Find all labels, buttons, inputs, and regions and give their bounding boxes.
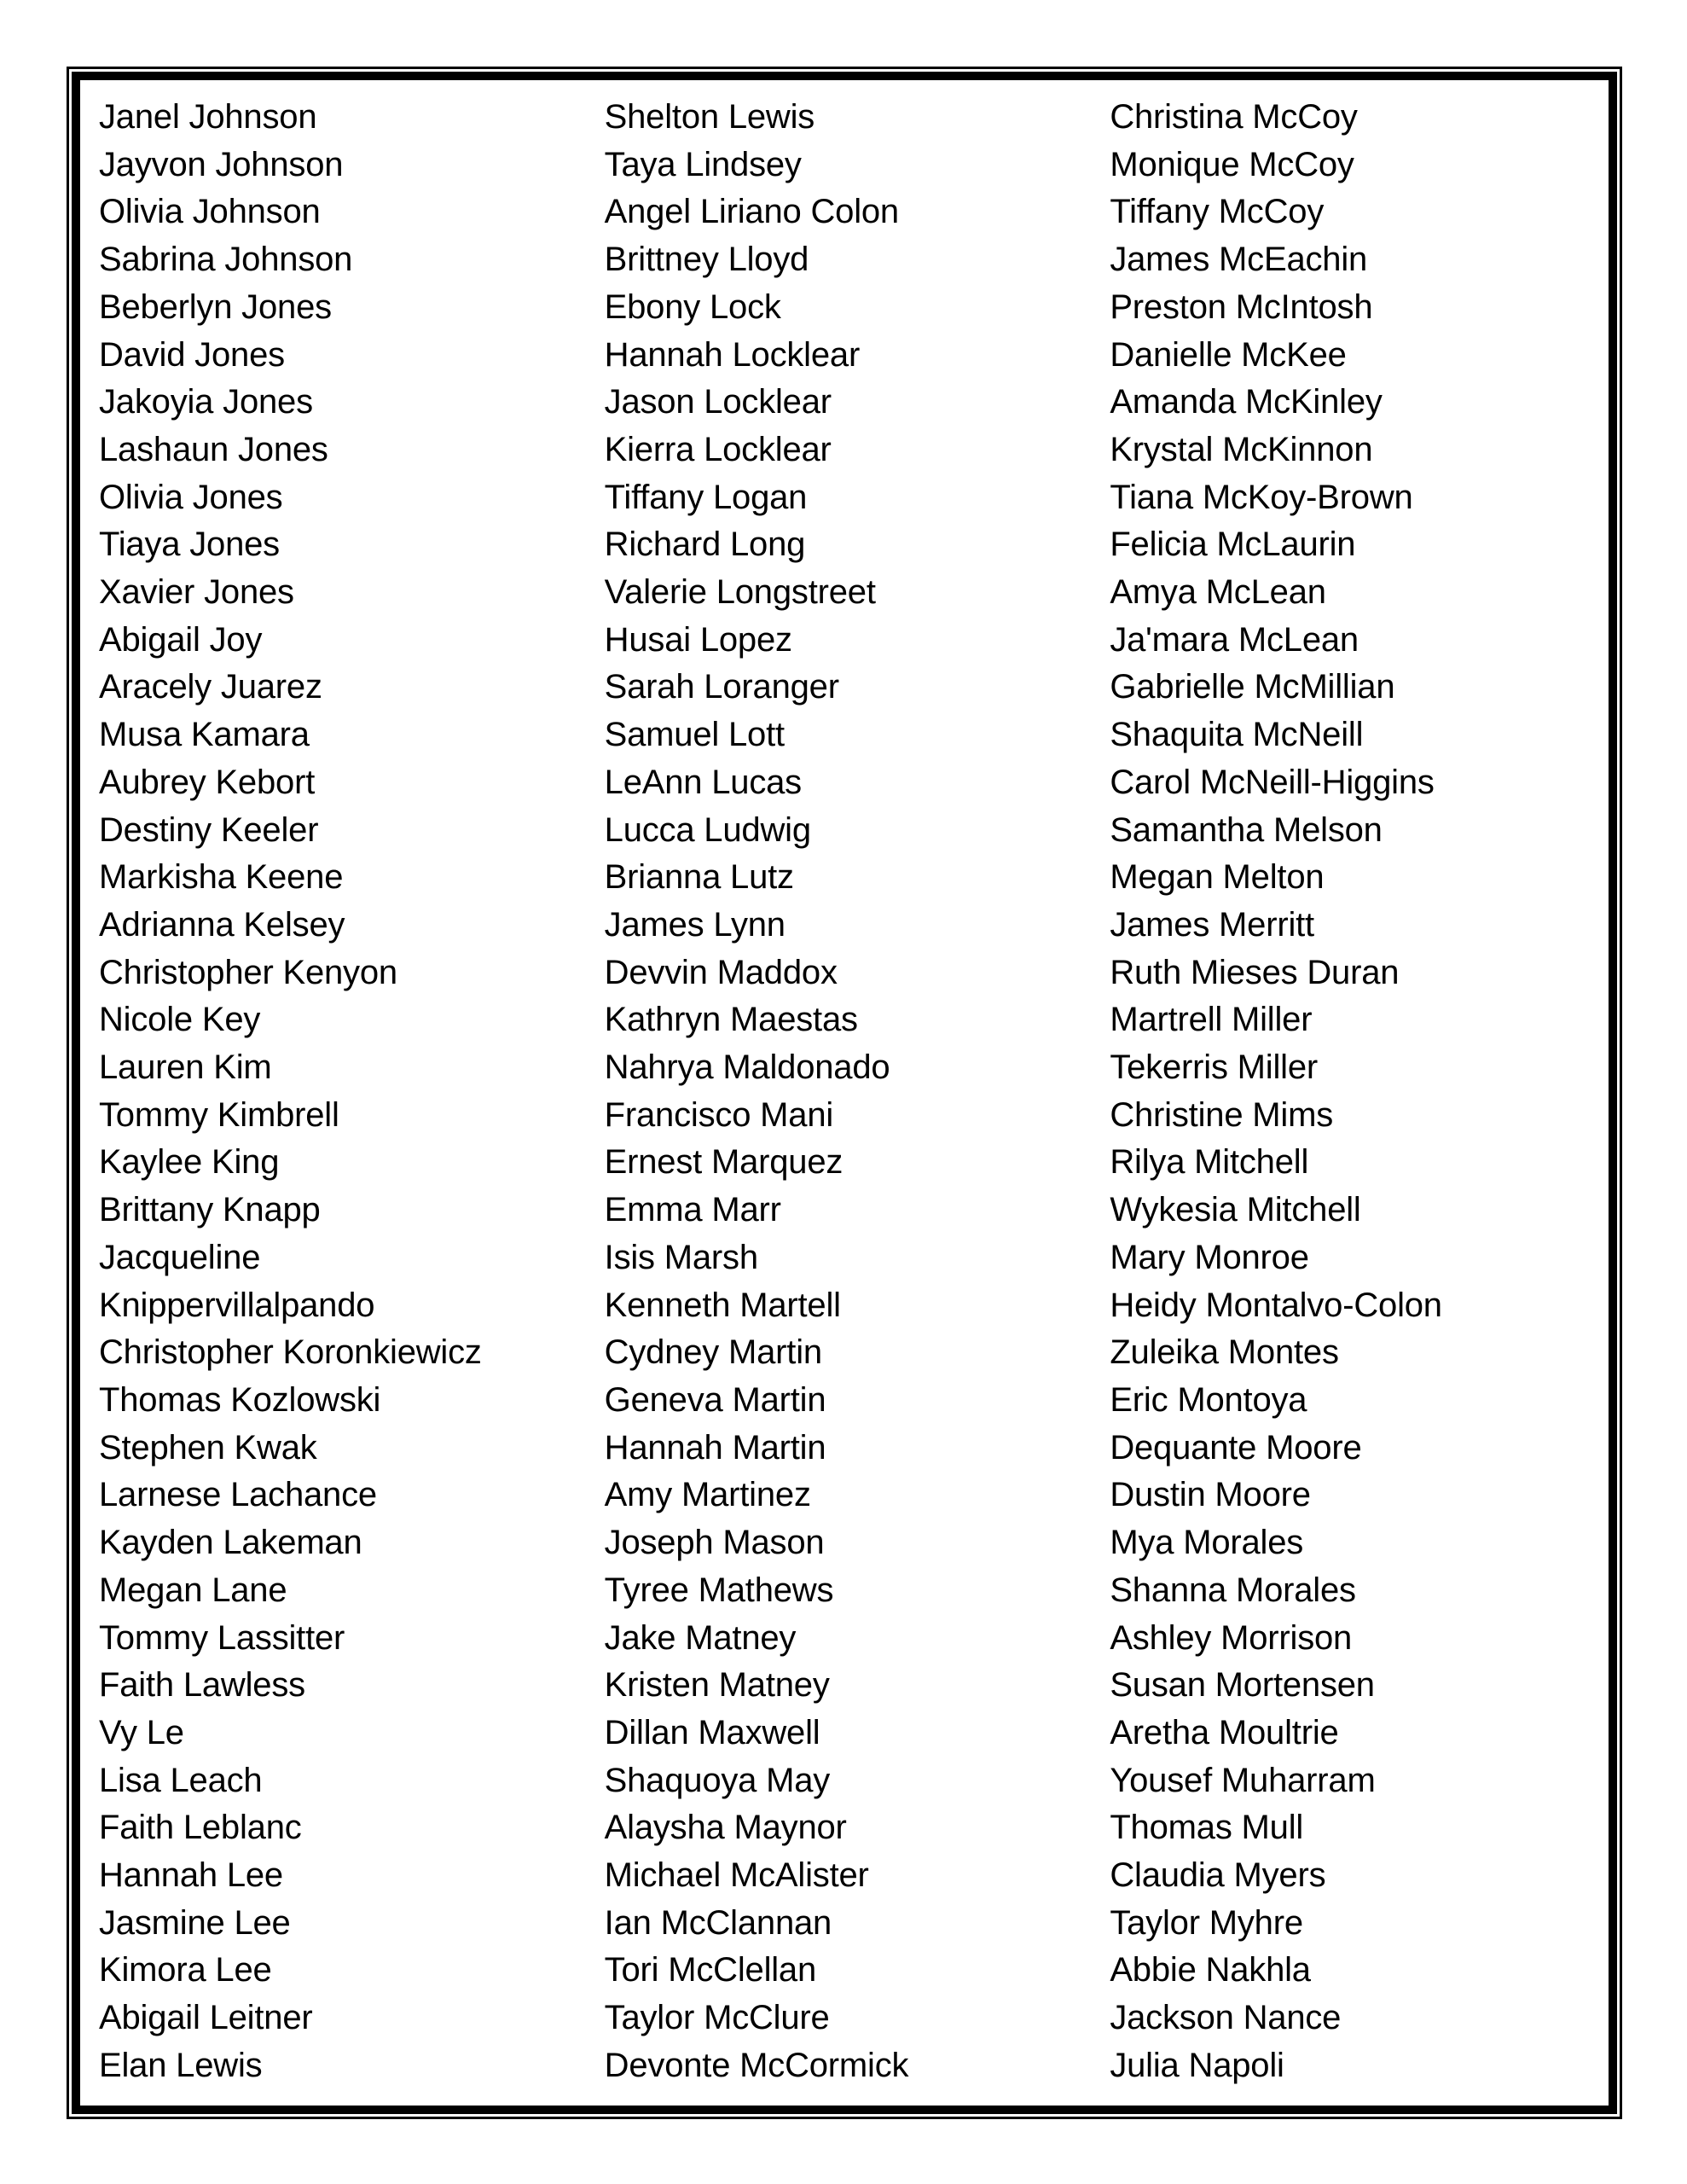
list-item: Christine Mims — [1110, 1095, 1334, 1134]
list-item: Adrianna Kelsey — [99, 905, 345, 944]
list-item: Alaysha Maynor — [604, 1809, 847, 1847]
list-item: Hannah Lee — [99, 1856, 283, 1895]
list-item: Lashaun Jones — [99, 430, 328, 468]
list-item: Jackson Nance — [1110, 1999, 1342, 2037]
list-item: Mary Monroe — [1110, 1238, 1309, 1276]
list-item: Tiaya Jones — [99, 526, 280, 564]
list-item: Jacqueline — [99, 1238, 261, 1276]
list-item: Emma Marr — [604, 1191, 781, 1229]
list-item: Beberlyn Jones — [99, 288, 332, 326]
list-item: Valerie Longstreet — [604, 573, 876, 612]
list-item: Jake Matney — [604, 1618, 797, 1657]
list-item: Devvin Maddox — [604, 953, 838, 991]
list-item: Devonte McCormick — [604, 2046, 909, 2084]
list-item: Felicia McLaurin — [1110, 526, 1356, 564]
list-item: Shaquoya May — [604, 1761, 831, 1799]
list-item: Christopher Kenyon — [99, 953, 397, 991]
list-item: Tommy Kimbrell — [99, 1095, 339, 1134]
list-item: Christopher Koronkiewicz — [99, 1333, 482, 1372]
list-item: Tiana McKoy-Brown — [1110, 478, 1413, 516]
list-item: Kimora Lee — [99, 1951, 272, 1989]
list-item: Stephen Kwak — [99, 1428, 317, 1467]
list-item: Amy Martinez — [604, 1476, 811, 1514]
list-item: Ebony Lock — [604, 288, 781, 326]
list-item: Tommy Lassitter — [99, 1618, 345, 1657]
list-item: Danielle McKee — [1110, 335, 1347, 374]
list-item: Xavier Jones — [99, 573, 294, 612]
list-item: Tiffany Logan — [604, 478, 808, 516]
list-item: Vy Le — [99, 1713, 184, 1751]
list-item: Lauren Kim — [99, 1048, 272, 1087]
list-item: Lisa Leach — [99, 1761, 263, 1799]
list-item: Richard Long — [604, 526, 806, 564]
list-item: Abigail Joy — [99, 620, 263, 659]
list-item: Martrell Miller — [1110, 1001, 1313, 1039]
list-item: Kristen Matney — [604, 1666, 830, 1705]
list-item: David Jones — [99, 335, 285, 374]
list-item: Kenneth Martell — [604, 1286, 841, 1324]
list-item: Kayden Lakeman — [99, 1524, 362, 1562]
list-item: Olivia Jones — [99, 478, 283, 516]
list-item: Ruth Mieses Duran — [1110, 953, 1400, 991]
list-item: Susan Mortensen — [1110, 1666, 1375, 1705]
list-item: Hannah Locklear — [604, 335, 861, 374]
list-item: Abbie Nakhla — [1110, 1951, 1311, 1989]
list-item: Rilya Mitchell — [1110, 1143, 1309, 1182]
list-item: Samantha Melson — [1110, 810, 1383, 849]
name-roster — [80, 80, 1609, 2106]
list-item: Aracely Juarez — [99, 668, 322, 706]
list-item: Dillan Maxwell — [604, 1713, 820, 1751]
list-item: Amya McLean — [1110, 573, 1326, 612]
list-item: Heidy Montalvo-Colon — [1110, 1286, 1442, 1324]
name-column-1 — [99, 94, 579, 2090]
list-item: Tyree Mathews — [604, 1571, 834, 1609]
list-item: Sabrina Johnson — [99, 241, 353, 279]
list-item: Musa Kamara — [99, 716, 310, 754]
list-item: Ashley Morrison — [1110, 1618, 1353, 1657]
list-item: Markisha Keene — [99, 858, 344, 897]
list-item: Olivia Johnson — [99, 193, 321, 231]
list-item: Jasmine Lee — [99, 1903, 291, 1942]
list-item: Brittney Lloyd — [604, 241, 809, 279]
list-item: Elan Lewis — [99, 2046, 263, 2084]
list-item: Lucca Ludwig — [604, 810, 811, 849]
list-item: Abigail Leitner — [99, 1999, 313, 2037]
list-item: Gabrielle McMillian — [1110, 668, 1395, 706]
list-item: Eric Montoya — [1110, 1380, 1307, 1419]
list-item: Christina McCoy — [1110, 98, 1358, 136]
list-item: Destiny Keeler — [99, 810, 319, 849]
list-item: Shaquita McNeill — [1110, 716, 1364, 754]
list-item: Ernest Marquez — [604, 1143, 844, 1182]
list-item: Shanna Morales — [1110, 1571, 1356, 1609]
list-item: Taylor Myhre — [1110, 1903, 1303, 1942]
list-item: Wykesia Mitchell — [1110, 1191, 1361, 1229]
list-item: Faith Leblanc — [99, 1809, 302, 1847]
list-item: Sarah Loranger — [604, 668, 839, 706]
list-item: Claudia Myers — [1110, 1856, 1326, 1895]
list-item: Shelton Lewis — [604, 98, 815, 136]
list-item: Ja'mara McLean — [1110, 620, 1359, 659]
list-item: Krystal McKinnon — [1110, 430, 1373, 468]
list-item: Kathryn Maestas — [604, 1001, 858, 1039]
list-item: Isis Marsh — [604, 1238, 758, 1276]
double-border-frame-outer — [67, 67, 1622, 2119]
list-item: Taya Lindsey — [604, 145, 802, 183]
list-item: Taylor McClure — [604, 1999, 830, 2037]
list-item: Brianna Lutz — [604, 858, 794, 897]
double-border-frame-inner — [72, 72, 1617, 2114]
list-item: Cydney Martin — [604, 1333, 822, 1372]
list-item: Jason Locklear — [604, 383, 832, 421]
list-item: Nahrya Maldonado — [604, 1048, 890, 1087]
list-item: Aubrey Kebort — [99, 763, 316, 801]
list-item: Knippervillalpando — [99, 1286, 375, 1324]
list-item: Janel Johnson — [99, 98, 317, 136]
list-item: Faith Lawless — [99, 1666, 305, 1705]
list-item: Julia Napoli — [1110, 2046, 1284, 2084]
list-item: Thomas Mull — [1110, 1809, 1304, 1847]
list-item: Tori McClellan — [604, 1951, 817, 1989]
list-item: James Lynn — [604, 905, 786, 944]
list-item: Tekerris Miller — [1110, 1048, 1319, 1087]
list-item: Hannah Martin — [604, 1428, 826, 1467]
list-item: Nicole Key — [99, 1001, 261, 1039]
list-item: Geneva Martin — [604, 1380, 826, 1419]
name-column-3 — [1110, 94, 1590, 2090]
name-column-2 — [605, 94, 1085, 2090]
list-item: Michael McAlister — [604, 1856, 869, 1895]
list-item: Larnese Lachance — [99, 1476, 377, 1514]
list-item: Francisco Mani — [604, 1095, 834, 1134]
list-item: Kaylee King — [99, 1143, 280, 1182]
list-item: Preston McIntosh — [1110, 288, 1373, 326]
list-item: Ian McClannan — [604, 1903, 832, 1942]
list-item: Jayvon Johnson — [99, 145, 344, 183]
list-item: Zuleika Montes — [1110, 1333, 1339, 1372]
list-item: Dustin Moore — [1110, 1476, 1311, 1514]
list-item: Angel Liriano Colon — [604, 193, 899, 231]
list-item: James McEachin — [1110, 241, 1368, 279]
list-item: James Merritt — [1110, 905, 1314, 944]
list-item: Megan Lane — [99, 1571, 287, 1609]
list-item: LeAnn Lucas — [604, 763, 802, 801]
list-item: Thomas Kozlowski — [99, 1380, 381, 1419]
list-item: Carol McNeill-Higgins — [1110, 763, 1435, 801]
list-item: Kierra Locklear — [604, 430, 832, 468]
list-item: Samuel Lott — [604, 716, 785, 754]
list-item: Aretha Moultrie — [1110, 1713, 1339, 1751]
list-item: Brittany Knapp — [99, 1191, 321, 1229]
list-item: Joseph Mason — [604, 1524, 825, 1562]
list-item: Megan Melton — [1110, 858, 1325, 897]
list-item: Husai Lopez — [604, 620, 792, 659]
list-item: Jakoyia Jones — [99, 383, 313, 421]
list-item: Dequante Moore — [1110, 1428, 1362, 1467]
list-item: Amanda McKinley — [1110, 383, 1383, 421]
list-item: Yousef Muharram — [1110, 1761, 1376, 1799]
list-item: Mya Morales — [1110, 1524, 1304, 1562]
list-item: Monique McCoy — [1110, 145, 1354, 183]
list-item: Tiffany McCoy — [1110, 193, 1325, 231]
